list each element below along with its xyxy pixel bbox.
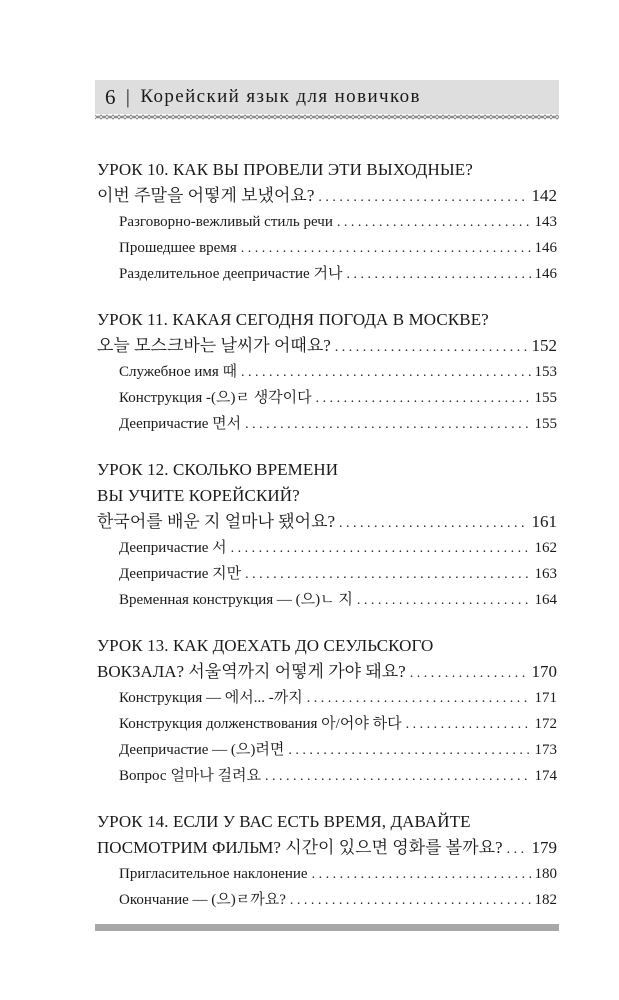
leader-dots xyxy=(241,360,530,386)
entry-label: Разделительное деепричастие 거나 xyxy=(119,266,343,282)
entry-page: 155 xyxy=(534,390,557,406)
leader-dots xyxy=(265,764,530,790)
entry-page: 182 xyxy=(534,892,557,908)
leader-dots xyxy=(357,588,531,614)
page-number: 6 xyxy=(105,84,117,109)
entry-label: Конструкция -(으)ㄹ 생각이다 xyxy=(119,390,312,406)
entry-page: 146 xyxy=(534,240,557,256)
entry-label: Служебное имя 때 xyxy=(119,364,238,380)
entry-label: Временная конструкция — (으)ㄴ 지 xyxy=(119,592,353,608)
toc-entry-sub[interactable] xyxy=(97,737,557,763)
toc-entry-main[interactable] xyxy=(97,333,557,359)
toc-entry-sub[interactable] xyxy=(97,235,557,261)
entry-label: Деепричастие 면서 xyxy=(119,416,242,432)
toc-entry-sub[interactable] xyxy=(97,561,557,587)
entry-label: Конструкция — 에서... -까지 xyxy=(119,690,303,706)
leader-dots xyxy=(316,386,531,412)
entry-page: 172 xyxy=(534,716,557,732)
lesson-title: УРОК 14. ЕСЛИ У ВАС ЕСТЬ ВРЕМЯ, ДАВАЙТЕ xyxy=(97,812,471,831)
lesson-12 xyxy=(97,457,557,613)
table-of-contents xyxy=(97,157,557,933)
entry-label: 한국어를 배운 지 얼마나 됐어요? xyxy=(97,512,336,531)
toc-entry-sub[interactable] xyxy=(97,711,557,737)
running-header xyxy=(95,80,559,114)
toc-entry-main[interactable] xyxy=(97,835,557,861)
lesson-title: УРОК 12. СКОЛЬКО ВРЕМЕНИ xyxy=(97,460,339,479)
entry-label: Конструкция долженствования 아/어야 하다 xyxy=(119,716,402,732)
entry-page: 143 xyxy=(534,214,557,230)
entry-page: 173 xyxy=(534,742,557,758)
toc-entry-sub[interactable] xyxy=(97,535,557,561)
header-ornament xyxy=(95,112,559,122)
leader-dots xyxy=(245,412,530,438)
entry-label: 오늘 모스크바는 날씨가 어때요? xyxy=(97,336,331,355)
lesson-14 xyxy=(97,809,557,913)
bottom-rule xyxy=(95,924,559,931)
leader-dots xyxy=(346,262,530,288)
book-title: Корейский язык для новичков xyxy=(140,86,421,107)
entry-page: 152 xyxy=(531,336,557,355)
lesson-title: УРОК 13. КАК ДОЕХАТЬ ДО СЕУЛЬСКОГО xyxy=(97,636,434,655)
entry-page: 155 xyxy=(534,416,557,432)
entry-page: 171 xyxy=(534,690,557,706)
leader-dots xyxy=(231,536,531,562)
toc-entry-sub[interactable] xyxy=(97,763,557,789)
lesson-title-continued: ВЫ УЧИТЕ КОРЕЙСКИЙ? xyxy=(97,486,300,505)
leader-dots xyxy=(307,686,531,712)
toc-entry-sub[interactable] xyxy=(97,385,557,411)
toc-entry-sub[interactable] xyxy=(97,685,557,711)
leader-dots xyxy=(312,862,531,888)
entry-label: Окончание — (으)ㄹ까요? xyxy=(119,892,286,908)
entry-page: 162 xyxy=(534,540,557,556)
toc-entry-sub[interactable] xyxy=(97,587,557,613)
leader-dots xyxy=(290,888,531,914)
entry-page: 161 xyxy=(531,512,557,531)
entry-label: ВОКЗАЛА? 서울역까지 어떻게 가야 돼요? xyxy=(97,662,406,681)
entry-page: 174 xyxy=(534,768,557,784)
toc-entry-main[interactable] xyxy=(97,659,557,685)
toc-entry-main[interactable] xyxy=(97,183,557,209)
leader-dots xyxy=(339,511,527,537)
entry-page: 170 xyxy=(531,662,557,681)
entry-page: 180 xyxy=(534,866,557,882)
entry-label: Прошедшее время xyxy=(119,240,237,256)
header-separator: | xyxy=(125,85,132,108)
entry-page: 163 xyxy=(534,566,557,582)
leader-dots xyxy=(288,738,530,764)
lesson-13 xyxy=(97,633,557,789)
entry-page: 164 xyxy=(534,592,557,608)
toc-entry-sub[interactable] xyxy=(97,411,557,437)
lesson-11 xyxy=(97,307,557,437)
lesson-title: УРОК 11. КАКАЯ СЕГОДНЯ ПОГОДА В МОСКВЕ? xyxy=(97,310,489,329)
leader-dots xyxy=(507,837,528,863)
toc-entry-sub[interactable] xyxy=(97,209,557,235)
entry-label: Деепричастие 지만 xyxy=(119,566,242,582)
entry-label: Деепричастие 서 xyxy=(119,540,227,556)
entry-label: Разговорно-вежливый стиль речи xyxy=(119,214,333,230)
toc-entry-sub[interactable] xyxy=(97,887,557,913)
leader-dots xyxy=(335,335,528,361)
leader-dots xyxy=(245,562,530,588)
entry-label: ПОСМОТРИМ ФИЛЬМ? 시간이 있으면 영화를 볼까요? xyxy=(97,838,503,857)
toc-entry-sub[interactable] xyxy=(97,861,557,887)
entry-page: 179 xyxy=(531,838,557,857)
entry-page: 146 xyxy=(534,266,557,282)
leader-dots xyxy=(410,661,528,687)
toc-entry-sub[interactable] xyxy=(97,261,557,287)
entry-label: Вопрос 얼마나 걸려요 xyxy=(119,768,262,784)
leader-dots xyxy=(241,236,531,262)
entry-page: 153 xyxy=(534,364,557,380)
leader-dots xyxy=(337,210,531,236)
entry-page: 142 xyxy=(531,186,557,205)
leader-dots xyxy=(318,185,527,211)
toc-entry-main[interactable] xyxy=(97,509,557,535)
entry-label: 이번 주말을 어떻게 보냈어요? xyxy=(97,186,315,205)
toc-entry-sub[interactable] xyxy=(97,359,557,385)
leader-dots xyxy=(406,712,531,738)
lesson-10 xyxy=(97,157,557,287)
entry-label: Деепричастие — (으)려면 xyxy=(119,742,285,758)
lesson-title: УРОК 10. КАК ВЫ ПРОВЕЛИ ЭТИ ВЫХОДНЫЕ? xyxy=(97,160,473,179)
entry-label: Пригласительное наклонение xyxy=(119,866,308,882)
